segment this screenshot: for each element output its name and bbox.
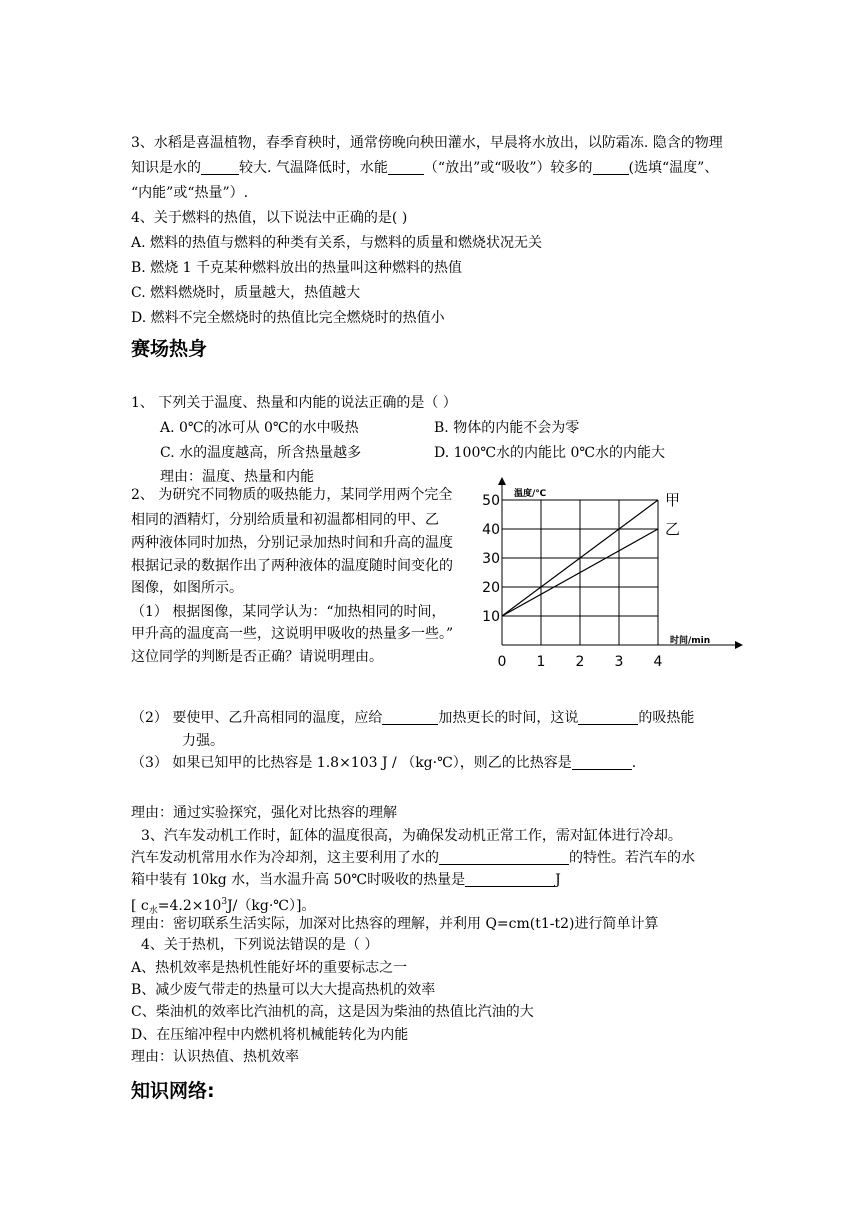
w2-line-6: （1） 根据图像，某同学认为：“加热相同的时间， — [131, 604, 446, 620]
w2-part2-text-c: 的吸热能 — [638, 710, 695, 726]
temperature-time-chart — [480, 470, 750, 675]
w3-blank-1[interactable] — [439, 850, 569, 865]
w1-reason: 理由：温度、热量和内能 — [160, 469, 314, 485]
x-tick-label: 2 — [575, 654, 585, 670]
w3-c-label: [ c — [131, 898, 149, 914]
w2-reason: 理由：通过实验探究，强化对比热容的理解 — [131, 805, 397, 821]
q3-text-b: 较大. 气温降低时，水能 — [239, 160, 388, 176]
chart-ticks — [482, 493, 662, 670]
q4-option-a: A. 燃料的热值与燃料的种类有关系，与燃料的质量和燃烧状况无关 — [131, 235, 543, 251]
w3-line3 — [131, 870, 561, 890]
w2-line-5: 图像，如图所示。 — [131, 580, 243, 596]
section-heading-warmup: 赛场热身 — [131, 338, 208, 360]
w3-blank-2[interactable] — [465, 872, 555, 887]
w3-reason: 理由：密切联系生活实际，加深对比热容的理解，并利用 Q=cm(t1-t2)进行简单计算 — [131, 916, 659, 932]
q3-line2 — [131, 158, 718, 178]
y-axis-label: 温度/℃ — [514, 489, 547, 499]
y-tick-label: 50 — [482, 493, 500, 509]
w3-c-sup: 3 — [221, 897, 228, 907]
x-tick-label: 0 — [497, 654, 507, 670]
x-tick-label: 1 — [536, 654, 546, 670]
w2-line-7: 甲升高的温度高一些，这说明甲吸收的热量多一些。” — [131, 626, 454, 642]
w2-line-1: 2、 为研究不同物质的吸热能力，某同学用两个完全 — [131, 487, 453, 503]
w3-c-unit: J/（kg·℃）]。 — [227, 898, 316, 914]
y-tick-label: 40 — [482, 522, 500, 538]
w4-reason: 理由：认识热值、热机效率 — [131, 1049, 299, 1065]
w3-line1: 3、汽车发动机工作时，缸体的温度很高，为确保发动机正常工作，需对缸体进行冷却。 — [141, 828, 682, 844]
q3-text-a: 知识是水的 — [131, 160, 201, 176]
w2-line-3: 两种液体同时加热，分别记录加热时间和升高的温度 — [131, 535, 453, 551]
q3-text-d: (选填“温度”、 — [628, 160, 719, 176]
w3-c-value: =4.2×10 — [157, 898, 222, 914]
w1-stem: 1、 下列关于温度、热量和内能的说法正确的是（ ） — [131, 395, 457, 411]
y-tick-label: 10 — [482, 609, 500, 625]
w2-line-8: 这位同学的判断是否正确？请说明理由。 — [131, 649, 383, 665]
w2-part3 — [131, 753, 636, 773]
q4-option-c: C. 燃料燃烧时，质量越大，热值越大 — [131, 285, 361, 301]
y-tick-label: 30 — [482, 551, 500, 567]
w2-line-2: 相同的酒精灯，分别给质量和初温都相同的甲、乙 — [131, 512, 439, 528]
w2-part2-line1 — [131, 708, 694, 728]
q3-blank-3[interactable] — [593, 160, 629, 175]
series-label-jia: 甲 — [665, 491, 681, 509]
w3-line2 — [131, 848, 695, 868]
w4-option-b: B、减少废气带走的热量可以大大提高热机的效率 — [131, 982, 436, 998]
w2-blank-3[interactable] — [572, 755, 632, 770]
w4-option-d: D、在压缩冲程中内燃机将机械能转化为内能 — [131, 1027, 409, 1043]
w1-option-a: A. 0℃的冰可从 0℃的水中吸热 — [160, 420, 359, 436]
w2-part2-text-a: （2） 要使甲、乙升高相同的温度，应给 — [131, 710, 383, 726]
q3-blank-2[interactable] — [388, 160, 424, 175]
w2-part2-line2: 力强。 — [182, 733, 224, 749]
w2-part2-text-b: 加热更长的时间，这说 — [438, 710, 579, 726]
chart-series — [502, 491, 680, 616]
q3-blank-1[interactable] — [201, 160, 239, 175]
w4-option-a: A、热机效率是热机性能好坏的重要标志之一 — [131, 960, 408, 976]
w3-text-b: 的特性。若汽车的水 — [569, 850, 695, 866]
w1-option-d: D. 100℃水的内能比 0℃水的内能大 — [434, 445, 666, 461]
w1-option-c: C. 水的温度越高，所含热量越多 — [160, 445, 362, 461]
w2-part3-text: （3） 如果已知甲的比热容是 1.8×103 J / （kg·℃），则乙的比热容是 — [131, 755, 572, 771]
q3-line1: 3、水稻是喜温植物，春季育秧时，通常傍晚向秧田灌水，早晨将水放出，以防霜冻. 隐含的物理 — [131, 135, 723, 151]
w3-text-a: 汽车发动机常用水作为冷却剂，这主要利用了水的 — [131, 850, 439, 866]
w2-blank-2[interactable] — [578, 710, 638, 725]
w2-line-4: 根据记录的数据作出了两种液体的温度随时间变化的 — [131, 558, 453, 574]
q4-stem: 4、关于燃料的热值，以下说法中正确的是( ) — [131, 210, 408, 226]
w1-option-b: B. 物体的内能不会为零 — [434, 420, 580, 436]
w2-part3-end: . — [631, 755, 637, 771]
section-heading-network: 知识网络: — [131, 1080, 215, 1102]
x-tick-label: 3 — [614, 654, 624, 670]
x-axis-label: 时间/min — [670, 636, 711, 646]
x-tick-label: 4 — [653, 654, 663, 670]
w4-option-c: C、柴油机的效率比汽油机的高，这是因为柴油的热值比汽油的大 — [131, 1004, 534, 1020]
w4-stem: 4、关于热机，下列说法错误的是（ ） — [141, 937, 379, 953]
w2-blank-1[interactable] — [382, 710, 438, 725]
q4-option-b: B. 燃烧 1 千克某种燃料放出的热量叫这种燃料的热值 — [131, 260, 462, 276]
q4-option-d: D. 燃料不完全燃烧时的热值比完全燃烧时的热值小 — [131, 310, 445, 326]
w3-unit: J — [555, 872, 561, 888]
w3-c-sub: 水 — [148, 906, 158, 916]
series-label-yi: 乙 — [665, 520, 681, 538]
q3-line3: “内能”或“热量”）. — [131, 185, 249, 201]
q3-text-c: （“放出”或“吸收”）较多的 — [423, 160, 593, 176]
y-tick-label: 20 — [482, 580, 500, 596]
w3-text-c: 箱中装有 10kg 水，当水温升高 50℃时吸收的热量是 — [131, 872, 466, 888]
